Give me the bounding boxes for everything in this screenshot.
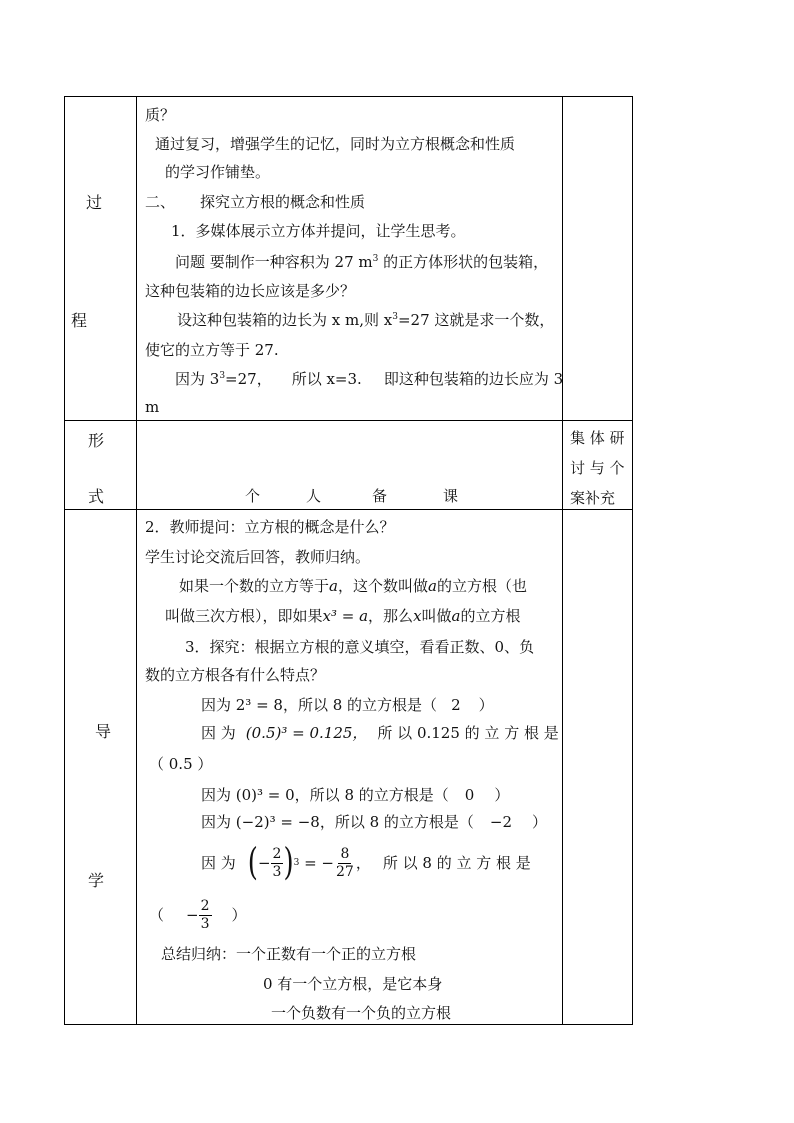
example-line: 因为 2³ = 8，所以 8 的立方根是（ 2 ） bbox=[201, 696, 494, 714]
definition-line: 如果一个数的立方等于a，这个数叫做a的立方根（也 bbox=[179, 577, 527, 595]
text-line: 设这种包装箱的边长为 x m,则 $x^3=27$ 这就是求一个数， bbox=[177, 311, 555, 329]
text-line: m bbox=[145, 398, 160, 416]
example-line: 因为 (−2)³ = −8，所以 8 的立方根是（ −2 ） bbox=[201, 813, 548, 831]
fraction: $\frac{8}{27}$ bbox=[336, 846, 354, 880]
fraction-example: 因 为 ( − $\frac{2}{3}$ ) 3 = − $\frac{8}{27}$ ， 所 以 8 的 立 方 根 是 bbox=[201, 841, 531, 885]
text-line: 2．教师提问：立方根的概念是什么？ bbox=[145, 518, 395, 536]
summary-line: 0 有一个立方根，是它本身 bbox=[263, 975, 443, 993]
summary-line: 一个负数有一个负的立方根 bbox=[271, 1004, 452, 1022]
header-char: 个 bbox=[245, 487, 261, 505]
side-note: 案补充 bbox=[570, 489, 616, 507]
label-xing: 形 bbox=[88, 431, 105, 450]
row-divider-2 bbox=[65, 509, 632, 510]
text-line: 的学习作铺垫。 bbox=[165, 163, 271, 181]
label-shi: 式 bbox=[88, 487, 105, 506]
side-note: 集 体 研 bbox=[570, 429, 625, 447]
example-line: 因 为 (0.5)³ = 0.125， 所 以 0.125 的 立 方 根 是 bbox=[201, 724, 559, 742]
text-line: 通过复习，增强学生的记忆，同时为立方根概念和性质 bbox=[155, 135, 516, 153]
example-line: （ 0.5 ） bbox=[149, 755, 213, 773]
fraction-answer: （ − $\frac{2}{3}$ ） bbox=[149, 898, 247, 932]
header-char: 人 bbox=[306, 487, 322, 505]
side-note: 讨 与 个 bbox=[570, 459, 625, 477]
column-divider-right bbox=[562, 97, 563, 1024]
summary-line: 总结归纳：一个正数有一个正的立方根 bbox=[161, 945, 417, 963]
text-line: 这种包装箱的边长应该是多少？ bbox=[145, 282, 356, 300]
row-divider-1 bbox=[65, 420, 632, 421]
label-dao: 导 bbox=[95, 722, 112, 741]
column-divider-left bbox=[136, 97, 137, 1024]
text-line: 3．探究：根据立方根的意义填空，看看正数、0、负 bbox=[185, 638, 535, 656]
text-line: 1．多媒体展示立方体并提问，让学生思考。 bbox=[171, 222, 466, 240]
fraction: $\frac{2}{3}$ bbox=[200, 898, 210, 932]
fraction: $\frac{2}{3}$ bbox=[272, 846, 282, 880]
text-line: 数的立方根各有什么特点？ bbox=[145, 666, 326, 684]
header-char: 备 bbox=[372, 487, 388, 505]
label-guo: 过 bbox=[86, 193, 103, 212]
example-line: 因为 (0)³ = 0，所以 8 的立方根是（ 0 ） bbox=[201, 786, 510, 804]
text-line: 学生讨论交流后回答，教师归纳。 bbox=[145, 548, 371, 566]
definition-line: 叫做三次方根），即如果x³ = a，那么x叫做a的立方根 bbox=[165, 607, 521, 625]
text-line: 因为 $3^3=27$， 所以 x=3. 即这种包装箱的边长应为 3 bbox=[175, 370, 564, 388]
text-line: 质？ bbox=[145, 106, 176, 124]
label-xue: 学 bbox=[88, 871, 105, 890]
header-char: 课 bbox=[443, 487, 459, 505]
section-number: 二、 bbox=[145, 193, 176, 211]
text-line: 问题 要制作一种容积为 27 $m^3$ 的正方体形状的包装箱， bbox=[175, 253, 549, 271]
lesson-plan-table bbox=[64, 96, 633, 1025]
section-heading: 探究立方根的概念和性质 bbox=[200, 193, 366, 211]
label-cheng: 程 bbox=[71, 311, 88, 330]
text-line: 使它的立方等于 27. bbox=[145, 341, 279, 359]
